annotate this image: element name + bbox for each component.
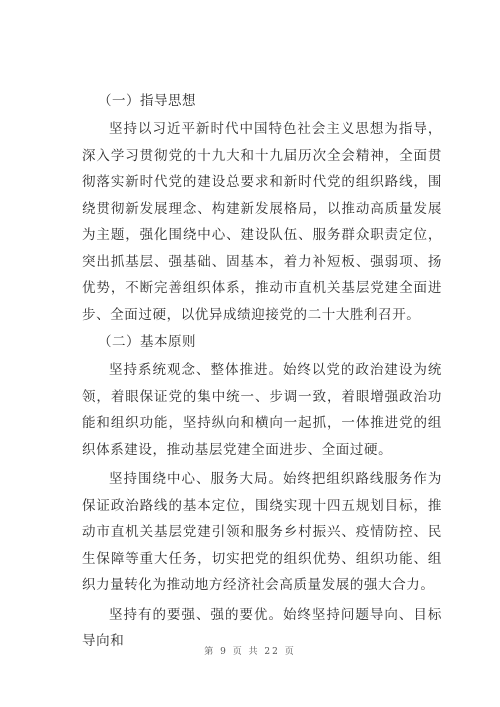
- section-heading-guiding-ideology: （一）指导思想: [98, 93, 196, 109]
- document-body: [82, 90, 442, 658]
- paragraph-principle-center: 坚持围绕中心、服务大局。始终把组织路线服务作为保证政治路线的基本定位，围绕实现十四五规划目标，推动市直机关基层党建引领和服务乡村振兴、疫情防控、民生保障等重大任务，切实把党的组织优势、组织功能、组织力量转化为推动地方经济社会高质量发展的强大合力。: [82, 471, 442, 593]
- page-number-footer: 第 9 页 共 22 页: [204, 647, 296, 657]
- paragraph-principle-system: 坚持系统观念、整体推进。始终以党的政治建设为统领，着眼保证党的集中统一、步调一致，着眼增强政治功能和组织功能，坚持纵向和横向一起抓，一体推进党的组织体系建设，推动基层党建全面进步、全面过硬。: [82, 362, 442, 458]
- paragraph-principle-strong: 坚持有的要强、强的要优。始终坚持问题导向、目标导向和: [82, 606, 442, 649]
- paragraph-guiding-ideology: 坚持以习近平新时代中国特色社会主义思想为指导，深入学习贯彻党的十九大和十九届历次全会精神，全面贯彻落实新时代党的建设总要求和新时代党的组织路线，围绕贯彻新发展理念、构建新发展格局，以推动高质量发展为主题，强化围绕中心、建设队伍、服务群众职责定位，突出抓基层、强基础、固基本，着力补短板、强弱项、扬优势，不断完善组织体系，推动市直机关基层党建全面进步、全面过硬，以优异成绩迎接党的二十大胜利召开。: [82, 121, 442, 323]
- section-heading-basic-principles: （二）基本原则: [98, 334, 196, 350]
